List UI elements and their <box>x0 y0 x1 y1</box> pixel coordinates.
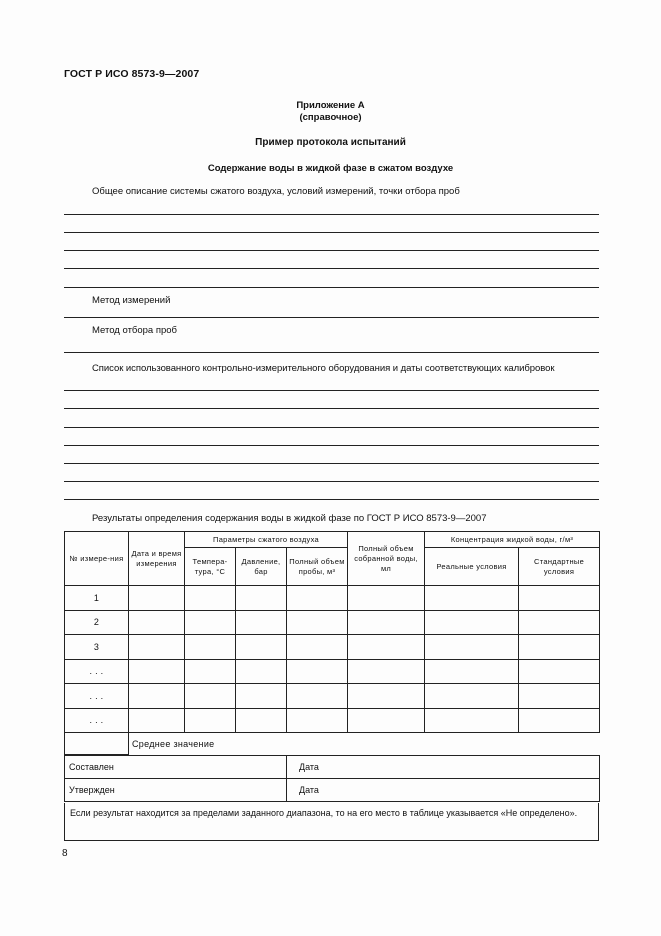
fill-line[interactable] <box>64 463 599 464</box>
table-row <box>65 659 600 684</box>
table-cell[interactable] <box>519 635 600 660</box>
table-cell[interactable] <box>519 586 600 611</box>
table-cell[interactable] <box>519 610 600 635</box>
table-cell[interactable] <box>185 708 236 733</box>
table-cell[interactable] <box>236 635 287 660</box>
appendix-type: (справочное) <box>299 112 362 123</box>
table-cell[interactable] <box>129 586 185 611</box>
general-description-label: Общее описание системы сжатого воздуха, условий измерений, точки отбора проб <box>92 186 460 197</box>
table-cell[interactable] <box>185 586 236 611</box>
table-cell[interactable] <box>348 708 425 733</box>
table-cell[interactable] <box>287 684 348 709</box>
table-cell[interactable] <box>519 659 600 684</box>
row-number: . . . <box>65 708 129 733</box>
page-number: 8 <box>62 848 68 859</box>
table-cell[interactable] <box>236 659 287 684</box>
table-cell[interactable] <box>185 610 236 635</box>
header-pressure: Давление, бар <box>236 548 287 586</box>
table-cell[interactable] <box>129 659 185 684</box>
measurement-method-label: Метод измерений <box>92 295 171 306</box>
equipment-list-label: Список использованного контрольно-измерительного оборудования и даты соответствующих калибровок <box>92 363 555 374</box>
average-row <box>65 733 600 755</box>
fill-line[interactable] <box>64 352 599 353</box>
table-cell[interactable] <box>287 659 348 684</box>
table-cell[interactable] <box>425 708 519 733</box>
row-number: 3 <box>65 635 129 660</box>
table-row <box>65 708 600 733</box>
compiled-date-label: Дата <box>287 756 600 779</box>
fill-line[interactable] <box>64 408 599 409</box>
table-cell[interactable] <box>236 708 287 733</box>
fill-line[interactable] <box>64 214 599 215</box>
header-concentration-group: Концентрация жидкой воды, г/м³ <box>425 532 600 548</box>
table-cell[interactable] <box>425 659 519 684</box>
header-datetime: Дата и время измерения <box>129 532 185 586</box>
table-cell[interactable] <box>236 684 287 709</box>
table-cell[interactable] <box>519 684 600 709</box>
table-cell[interactable] <box>519 708 600 733</box>
appendix-label: Приложение А <box>296 100 365 111</box>
table-cell[interactable] <box>425 684 519 709</box>
fill-line[interactable] <box>64 232 599 233</box>
approved-label: Утвержден <box>65 779 287 802</box>
results-table <box>64 531 600 755</box>
header-temperature: Темпера-тура, °С <box>185 548 236 586</box>
table-cell[interactable] <box>185 659 236 684</box>
fill-line[interactable] <box>64 287 599 288</box>
table-cell <box>65 733 129 755</box>
header-standard-conditions: Стандартные условия <box>519 548 600 586</box>
table-cell[interactable] <box>348 684 425 709</box>
table-cell[interactable] <box>348 635 425 660</box>
document-header: ГОСТ Р ИСО 8573-9—2007 <box>64 68 200 80</box>
page-subtitle: Содержание воды в жидкой фазе в сжатом воздухе <box>207 163 454 174</box>
table-row <box>65 684 600 709</box>
fill-line[interactable] <box>64 427 599 428</box>
header-real-conditions: Реальные условия <box>425 548 519 586</box>
table-row <box>65 635 600 660</box>
average-label: Среднее значение <box>129 733 600 755</box>
approved-date-label: Дата <box>287 779 600 802</box>
compiled-label: Составлен <box>65 756 287 779</box>
signature-table <box>64 755 600 802</box>
header-params-group: Параметры сжатого воздуха <box>185 532 348 548</box>
table-cell[interactable] <box>348 610 425 635</box>
table-cell[interactable] <box>287 610 348 635</box>
table-row <box>65 586 600 611</box>
fill-line[interactable] <box>64 481 599 482</box>
table-cell[interactable] <box>425 635 519 660</box>
table-cell[interactable] <box>287 708 348 733</box>
table-cell[interactable] <box>236 610 287 635</box>
table-cell[interactable] <box>185 635 236 660</box>
row-number: 2 <box>65 610 129 635</box>
page-title: Пример протокола испытаний <box>255 137 406 148</box>
fill-line[interactable] <box>64 390 599 391</box>
table-cell[interactable] <box>129 684 185 709</box>
table-cell[interactable] <box>425 586 519 611</box>
row-number: . . . <box>65 684 129 709</box>
header-water-volume: Полный объем собранной воды, мл <box>348 532 425 586</box>
footnote: Если результат находится за пределами заданного диапазона, то на его место в таблице указывается «Не определено». <box>64 803 599 841</box>
table-cell[interactable] <box>348 659 425 684</box>
fill-line[interactable] <box>64 499 599 500</box>
table-cell[interactable] <box>129 708 185 733</box>
table-cell[interactable] <box>129 635 185 660</box>
header-sample-volume: Полный объем пробы, м³ <box>287 548 348 586</box>
table-cell[interactable] <box>425 610 519 635</box>
table-cell[interactable] <box>185 684 236 709</box>
table-cell[interactable] <box>287 635 348 660</box>
results-caption: Результаты определения содержания воды в жидкой фазе по ГОСТ Р ИСО 8573-9—2007 <box>92 513 487 524</box>
table-cell[interactable] <box>236 586 287 611</box>
sampling-method-label: Метод отбора проб <box>92 325 177 336</box>
table-cell[interactable] <box>348 586 425 611</box>
fill-line[interactable] <box>64 268 599 269</box>
fill-line[interactable] <box>64 445 599 446</box>
header-measurement-no: № измере-ния <box>65 532 129 586</box>
fill-line[interactable] <box>64 250 599 251</box>
fill-line[interactable] <box>64 317 599 318</box>
row-number: . . . <box>65 659 129 684</box>
table-row <box>65 610 600 635</box>
table-cell[interactable] <box>287 586 348 611</box>
table-cell[interactable] <box>129 610 185 635</box>
row-number: 1 <box>65 586 129 611</box>
